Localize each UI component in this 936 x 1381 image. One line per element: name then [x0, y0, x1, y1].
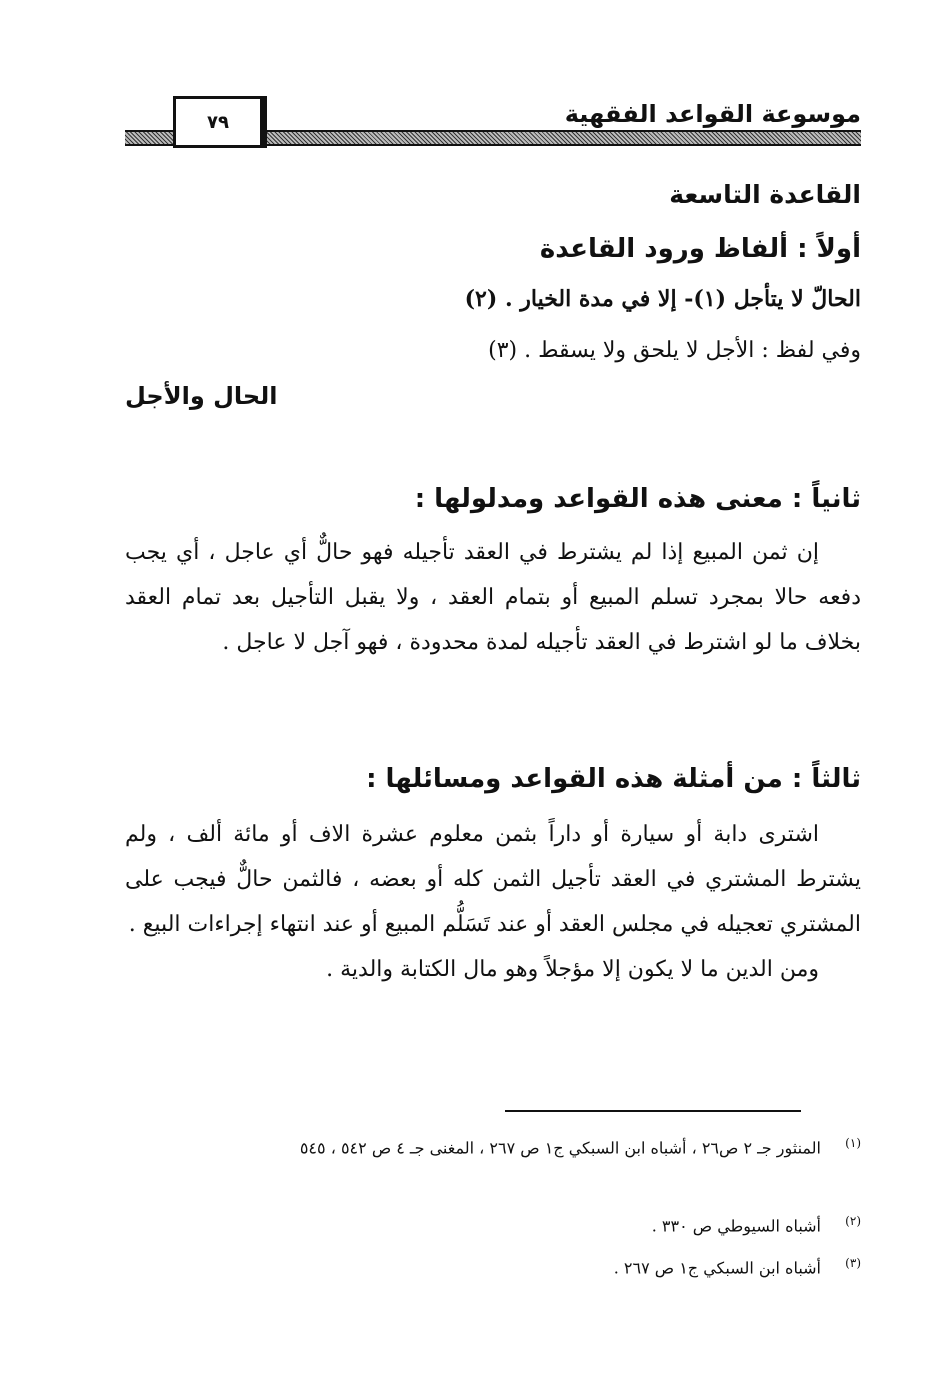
- page-number-box: [173, 96, 263, 148]
- section3-body: [125, 812, 861, 992]
- footnote-3-text: أشباه ابن السبكي ج١ ص ٢٦٧ .: [613, 1258, 821, 1278]
- section1-heading: أولاً : ألفاظ ورود القاعدة: [539, 234, 861, 264]
- footnote-separator: [505, 1110, 801, 1112]
- footnote-3: [614, 1256, 861, 1277]
- footnote-2-number: (٢): [845, 1214, 861, 1228]
- footnote-3-number: (٣): [845, 1256, 861, 1270]
- book-title: موسوعة القواعد الفقهية: [564, 100, 861, 128]
- rule-heading: القاعدة التاسعة: [669, 180, 861, 209]
- section3-paragraph1: اشترى دابة أو سيارة أو داراً بثمن معلوم عشرة الاف أو مائة ألف ، ولم يشترط المشتري في العقد تأجيل الثمن كله أو بعضه ، فالثمن حالٌّ فيجب على المشتري تعجيله في مجلس العقد أو عند تَسَلُّم المبيع أو عند انتهاء إجراءات البيع .: [125, 822, 861, 937]
- rule-text-line1: الحالّ لا يتأجل (١)- إلا في مدة الخيار . (٢): [464, 286, 861, 312]
- section2-paragraph: إن ثمن المبيع إذا لم يشترط في العقد تأجيله فهو حالٌّ أي عاجل ، أي يجب دفعه حالا بمجرد تسلم المبيع أو بتمام العقد ، ولا يقبل التأجيل بعد تمام العقد بخلاف ما لو اشترط في العقد تأجيله لمدة محدودة ، فهو آجل لا عاجل .: [125, 540, 861, 655]
- section2-body: [125, 530, 861, 665]
- footnote-1-text: المنثور جـ ٢ ص٢٦ ، أشباه ابن السبكي ج١ ص ٢٦٧ ، المغنى جـ ٤ ص ٥٤٢ ، ٥٤٥: [299, 1138, 821, 1158]
- section3-paragraph2: ومن الدين ما لا يكون إلا مؤجلاً وهو مال الكتابة والدية .: [326, 957, 819, 982]
- section2-heading: ثانياً : معنى هذه القواعد ومدلولها :: [414, 484, 861, 514]
- side-title: الحال والأجل: [125, 382, 278, 410]
- footnote-2-text: أشباه السيوطي ص ٣٣٠ .: [651, 1216, 821, 1236]
- page-header: [125, 96, 861, 152]
- page-number: ٧٩: [207, 111, 229, 133]
- footnote-2: [652, 1214, 861, 1235]
- rule-text-line2: وفي لفظ : الأجل لا يلحق ولا يسقط . (٣): [488, 338, 861, 363]
- footnote-1: [300, 1136, 861, 1157]
- footnote-1-number: (١): [845, 1136, 861, 1150]
- section3-heading: ثالثاً : من أمثلة هذه القواعد ومسائلها :: [366, 764, 861, 794]
